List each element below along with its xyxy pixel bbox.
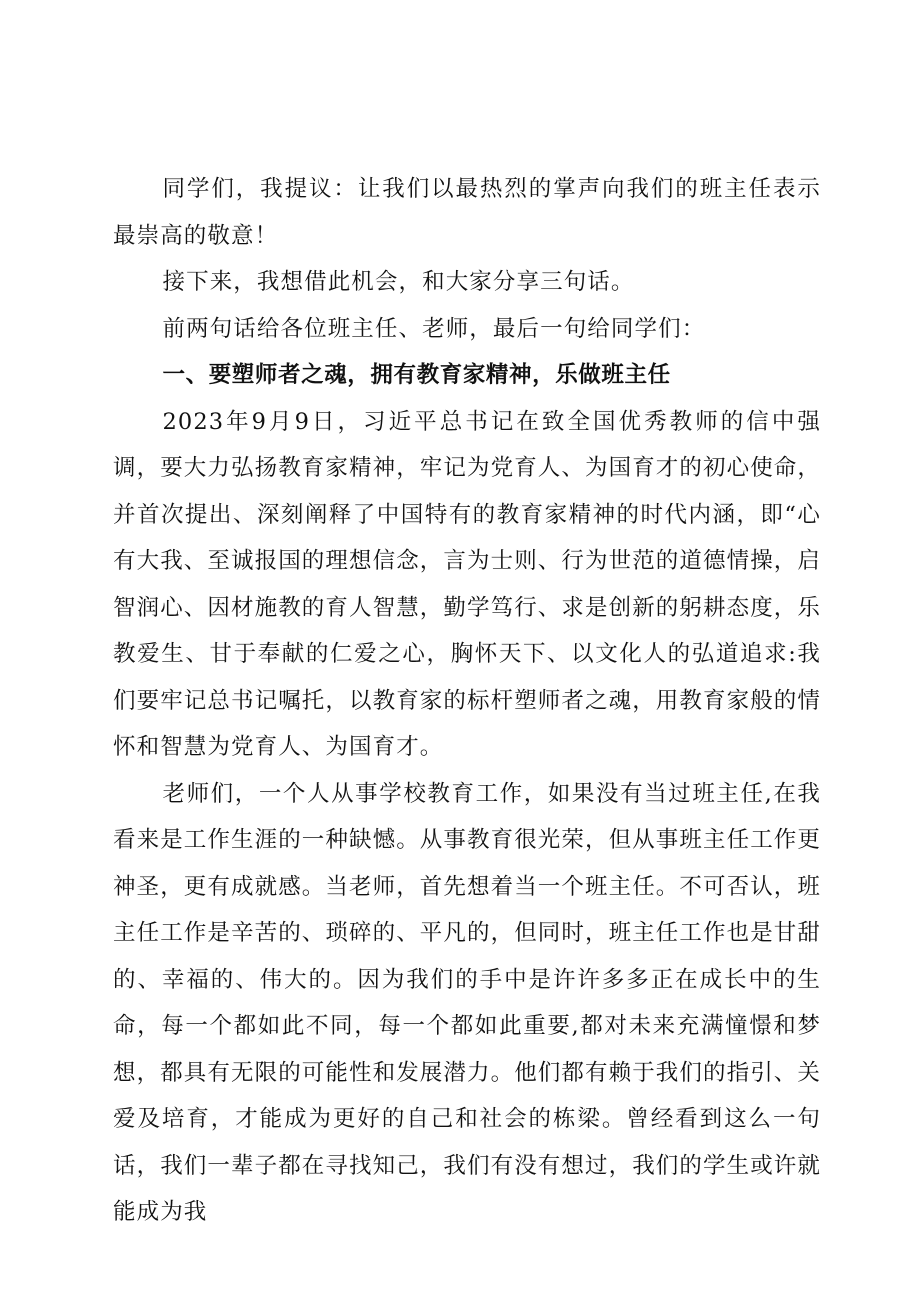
section-heading: 一、要塑师者之魂，拥有教育家精神，乐做班主任 (162, 362, 671, 388)
paragraph-proposal: 同学们，我提议：让我们以最热烈的掌声向我们的班主任表示最崇高的敬意！ (113, 176, 821, 249)
paragraph-educator-spirit: 2023年9月9日，习近平总书记在致全国优秀教师的信中强调，要大力弘扬教育家精神，牢记为党育人、为国育才的初心使命，并首次提出、深刻阐释了中国特有的教育家精神的时代内涵，即“心有大我、至诚报国的理想信念，言为士则、行为世范的道德情操，启智润心、因材施教的育人智慧，勤学笃行、求是创新的躬耕态度，乐教爱生、甘于奉献的仁爱之心，胸怀天下、以文化人的弘道追求:我们要牢记总书记嘱托，以教育家的标杆塑师者之魂，用教育家般的情怀和智慧为党育人、为国育才。 (113, 408, 822, 760)
paragraph-share-three: 接下来，我想借此机会，和大家分享三句话。 (162, 269, 635, 295)
paragraph-head-teacher: 老师们，一个人从事学校教育工作，如果没有当过班主任,在我看来是工作生涯的一种缺憾。从事教育很光荣，但从事班主任工作更神圣，更有成就感。当老师，首先想着当一个班主任。不可否认，班主任工作是辛苦的、琐碎的、平凡的，但同时，班主任工作也是甘甜的、幸福的、伟大的。因为我们的手中是许许多多正在成长中的生命，每一个都如此不同，每一个都如此重要,都对未来充满憧憬和梦想，都具有无限的可能性和发展潜力。他们都有赖于我们的指引、关爱及培育，才能成为更好的自己和社会的栋梁。曾经看到这么一句话，我们一辈子都在寻找知己，我们有没有想过，我们的学生或许就能成为我 (113, 780, 822, 1225)
document-page (113, 166, 821, 1236)
paragraph-audience: 前两句话给各位班主任、老师，最后一句给同学们： (162, 315, 706, 342)
